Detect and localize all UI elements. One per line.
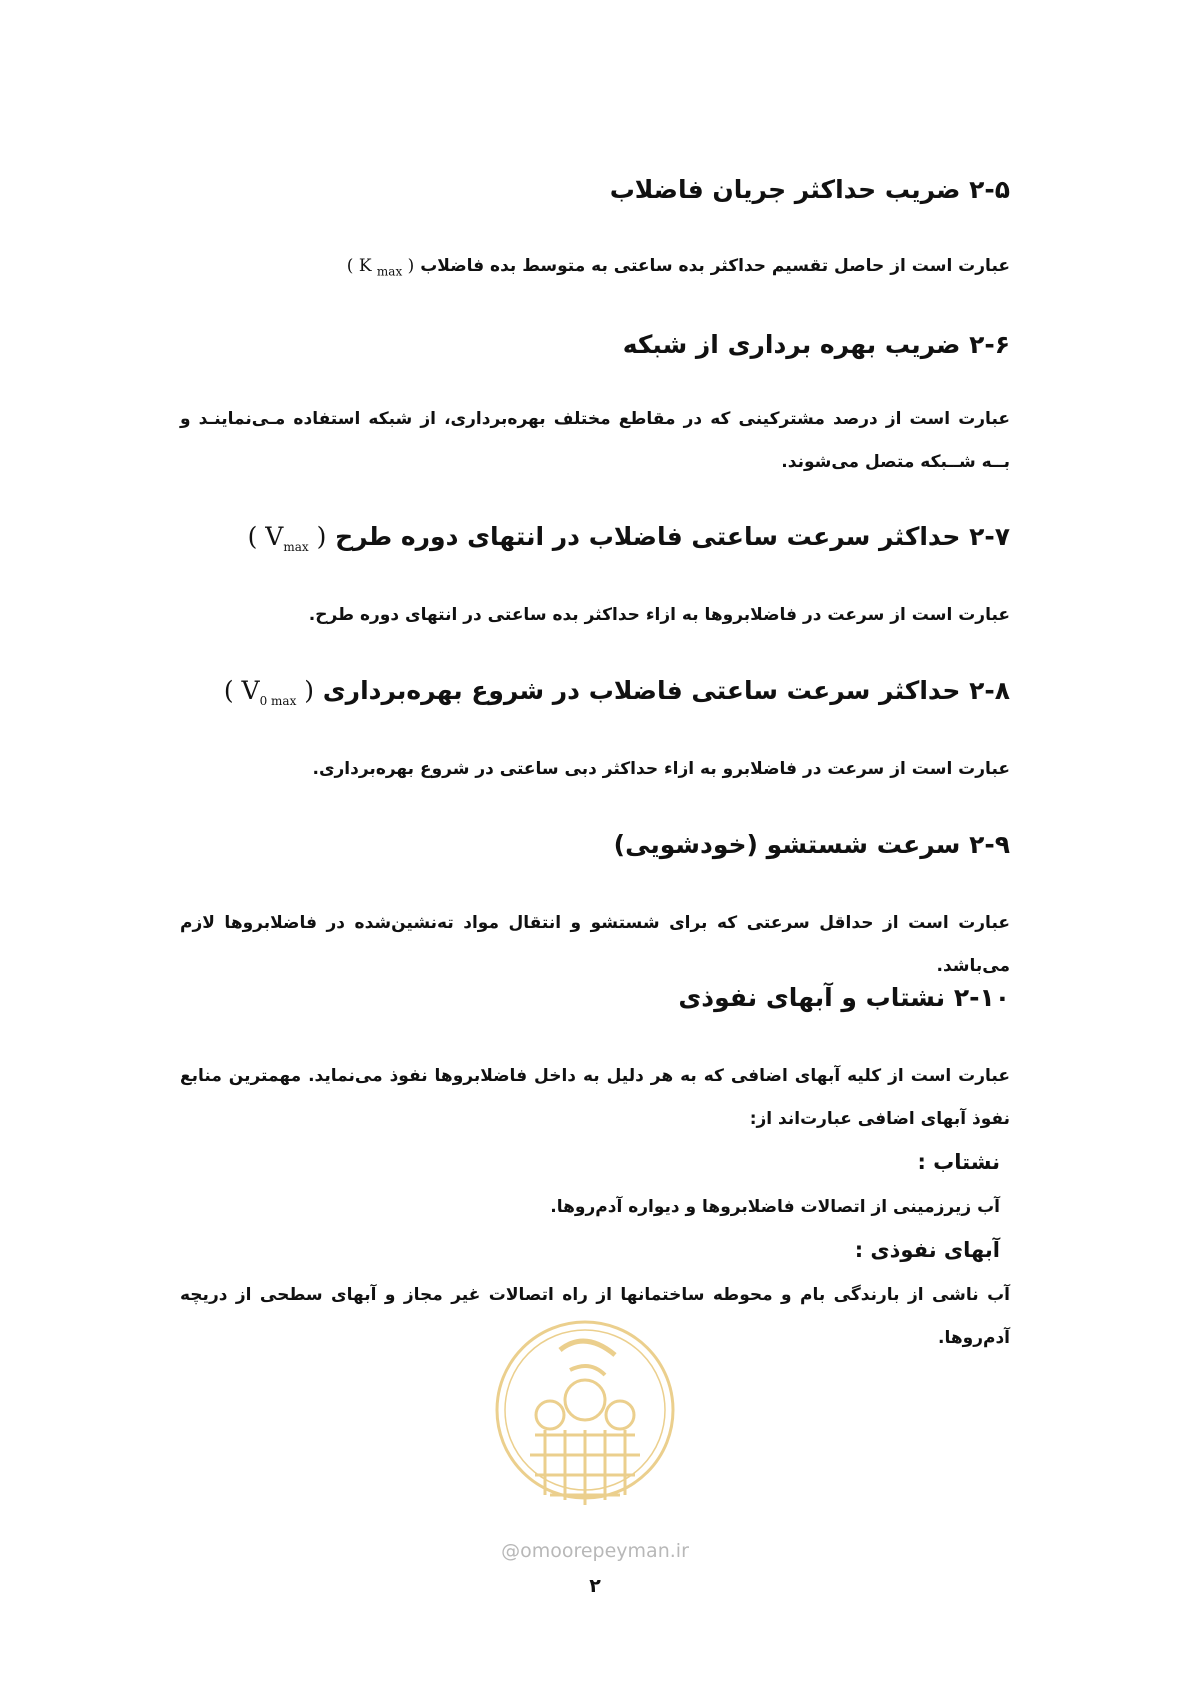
v0max-symbol: ( $V_{0 max}$ )	[223, 676, 315, 708]
section-heading: ۲-۸ حداکثر سرعت ساعتی فاضلاب در شروع بهره‌برداری ( $V_{0 max}$ )	[223, 676, 1010, 708]
section-paragraph: عبارت است از سرعت در فاضلابرو به ازاء حداکثر دبی ساعتی در شروع بهره‌برداری.	[312, 759, 1010, 779]
vmax-symbol: ( $V_{max}$ )	[247, 522, 327, 554]
section-heading: ۲-۶ ضریب بهره برداری از شبکه	[622, 330, 1010, 359]
section-paragraph: عبارت است از حداقل سرعتی که برای شستشو و انتقال مواد ته‌نشین‌شده در فاضلابروها لازم می‌باشد.	[180, 913, 1010, 976]
section-2-5-body	[180, 245, 1010, 293]
section-paragraph: عبارت است از درصد مشترکینی که در مقاطع مختلف بهره‌برداری، از شبکه استفاده مـی‌نماینـد و بــه شــبکه متصل می‌شوند.	[180, 409, 1010, 472]
inflow-text: آب ناشی از بارندگی بام و محوطه ساختمانها از راه اتصالات غیر مجاز و آبهای سطحی از دریچه آدم‌روها.	[180, 1285, 1010, 1348]
seepage-label: نشتاب :	[917, 1150, 1000, 1174]
section-2-7-body	[180, 594, 1010, 637]
section-paragraph	[180, 245, 1010, 293]
section-heading: ۲-۵ ضریب حداکثر جریان فاضلاب	[609, 175, 1010, 204]
inflow-label: آبهای نفوذی :	[854, 1238, 1000, 1262]
section-heading: ۲-۱۰ نشتاب و آبهای نفوذی	[678, 983, 1010, 1012]
section-heading: ۲-۹ سرعت شستشو (خودشویی)	[613, 830, 1010, 859]
section-2-8	[180, 676, 1010, 708]
paragraph-text: عبارت است از حاصل تقسیم حداکثر بده ساعتی به متوسط بده فاضلاب	[420, 256, 1010, 276]
section-2-9	[180, 830, 1010, 859]
section-2-10	[180, 983, 1010, 1012]
section-heading: ۲-۷ حداکثر سرعت ساعتی فاضلاب در انتهای دوره طرح ( $V_{max}$ )	[247, 522, 1010, 554]
section-paragraph: عبارت است از سرعت در فاضلابروها به ازاء حداکثر بده ساعتی در انتهای دوره طرح.	[308, 605, 1010, 625]
seepage-text: آب زیرزمینی از اتصالات فاضلابروها و دیواره آدم‌روها.	[550, 1197, 1000, 1217]
kmax-symbol: ( K $_{max}$ )	[346, 256, 415, 279]
section-2-6-body	[180, 398, 1010, 484]
section-2-5	[180, 175, 1010, 204]
page-number: ۲	[589, 1575, 601, 1597]
watermark-site-text: @omoorepeyman.ir	[501, 1540, 689, 1562]
section-paragraph: عبارت است از کلیه آبهای اضافی که به هر دلیل به داخل فاضلابروها نفوذ می‌نماید. مهمترین منابع نفوذ آبهای اضافی عبارت‌اند از:	[180, 1066, 1010, 1129]
section-2-8-body	[180, 748, 1010, 791]
watermark-logo-icon	[490, 1300, 680, 1520]
section-2-6	[180, 330, 1010, 359]
section-2-9-body	[180, 902, 1010, 988]
section-2-7	[180, 522, 1010, 554]
